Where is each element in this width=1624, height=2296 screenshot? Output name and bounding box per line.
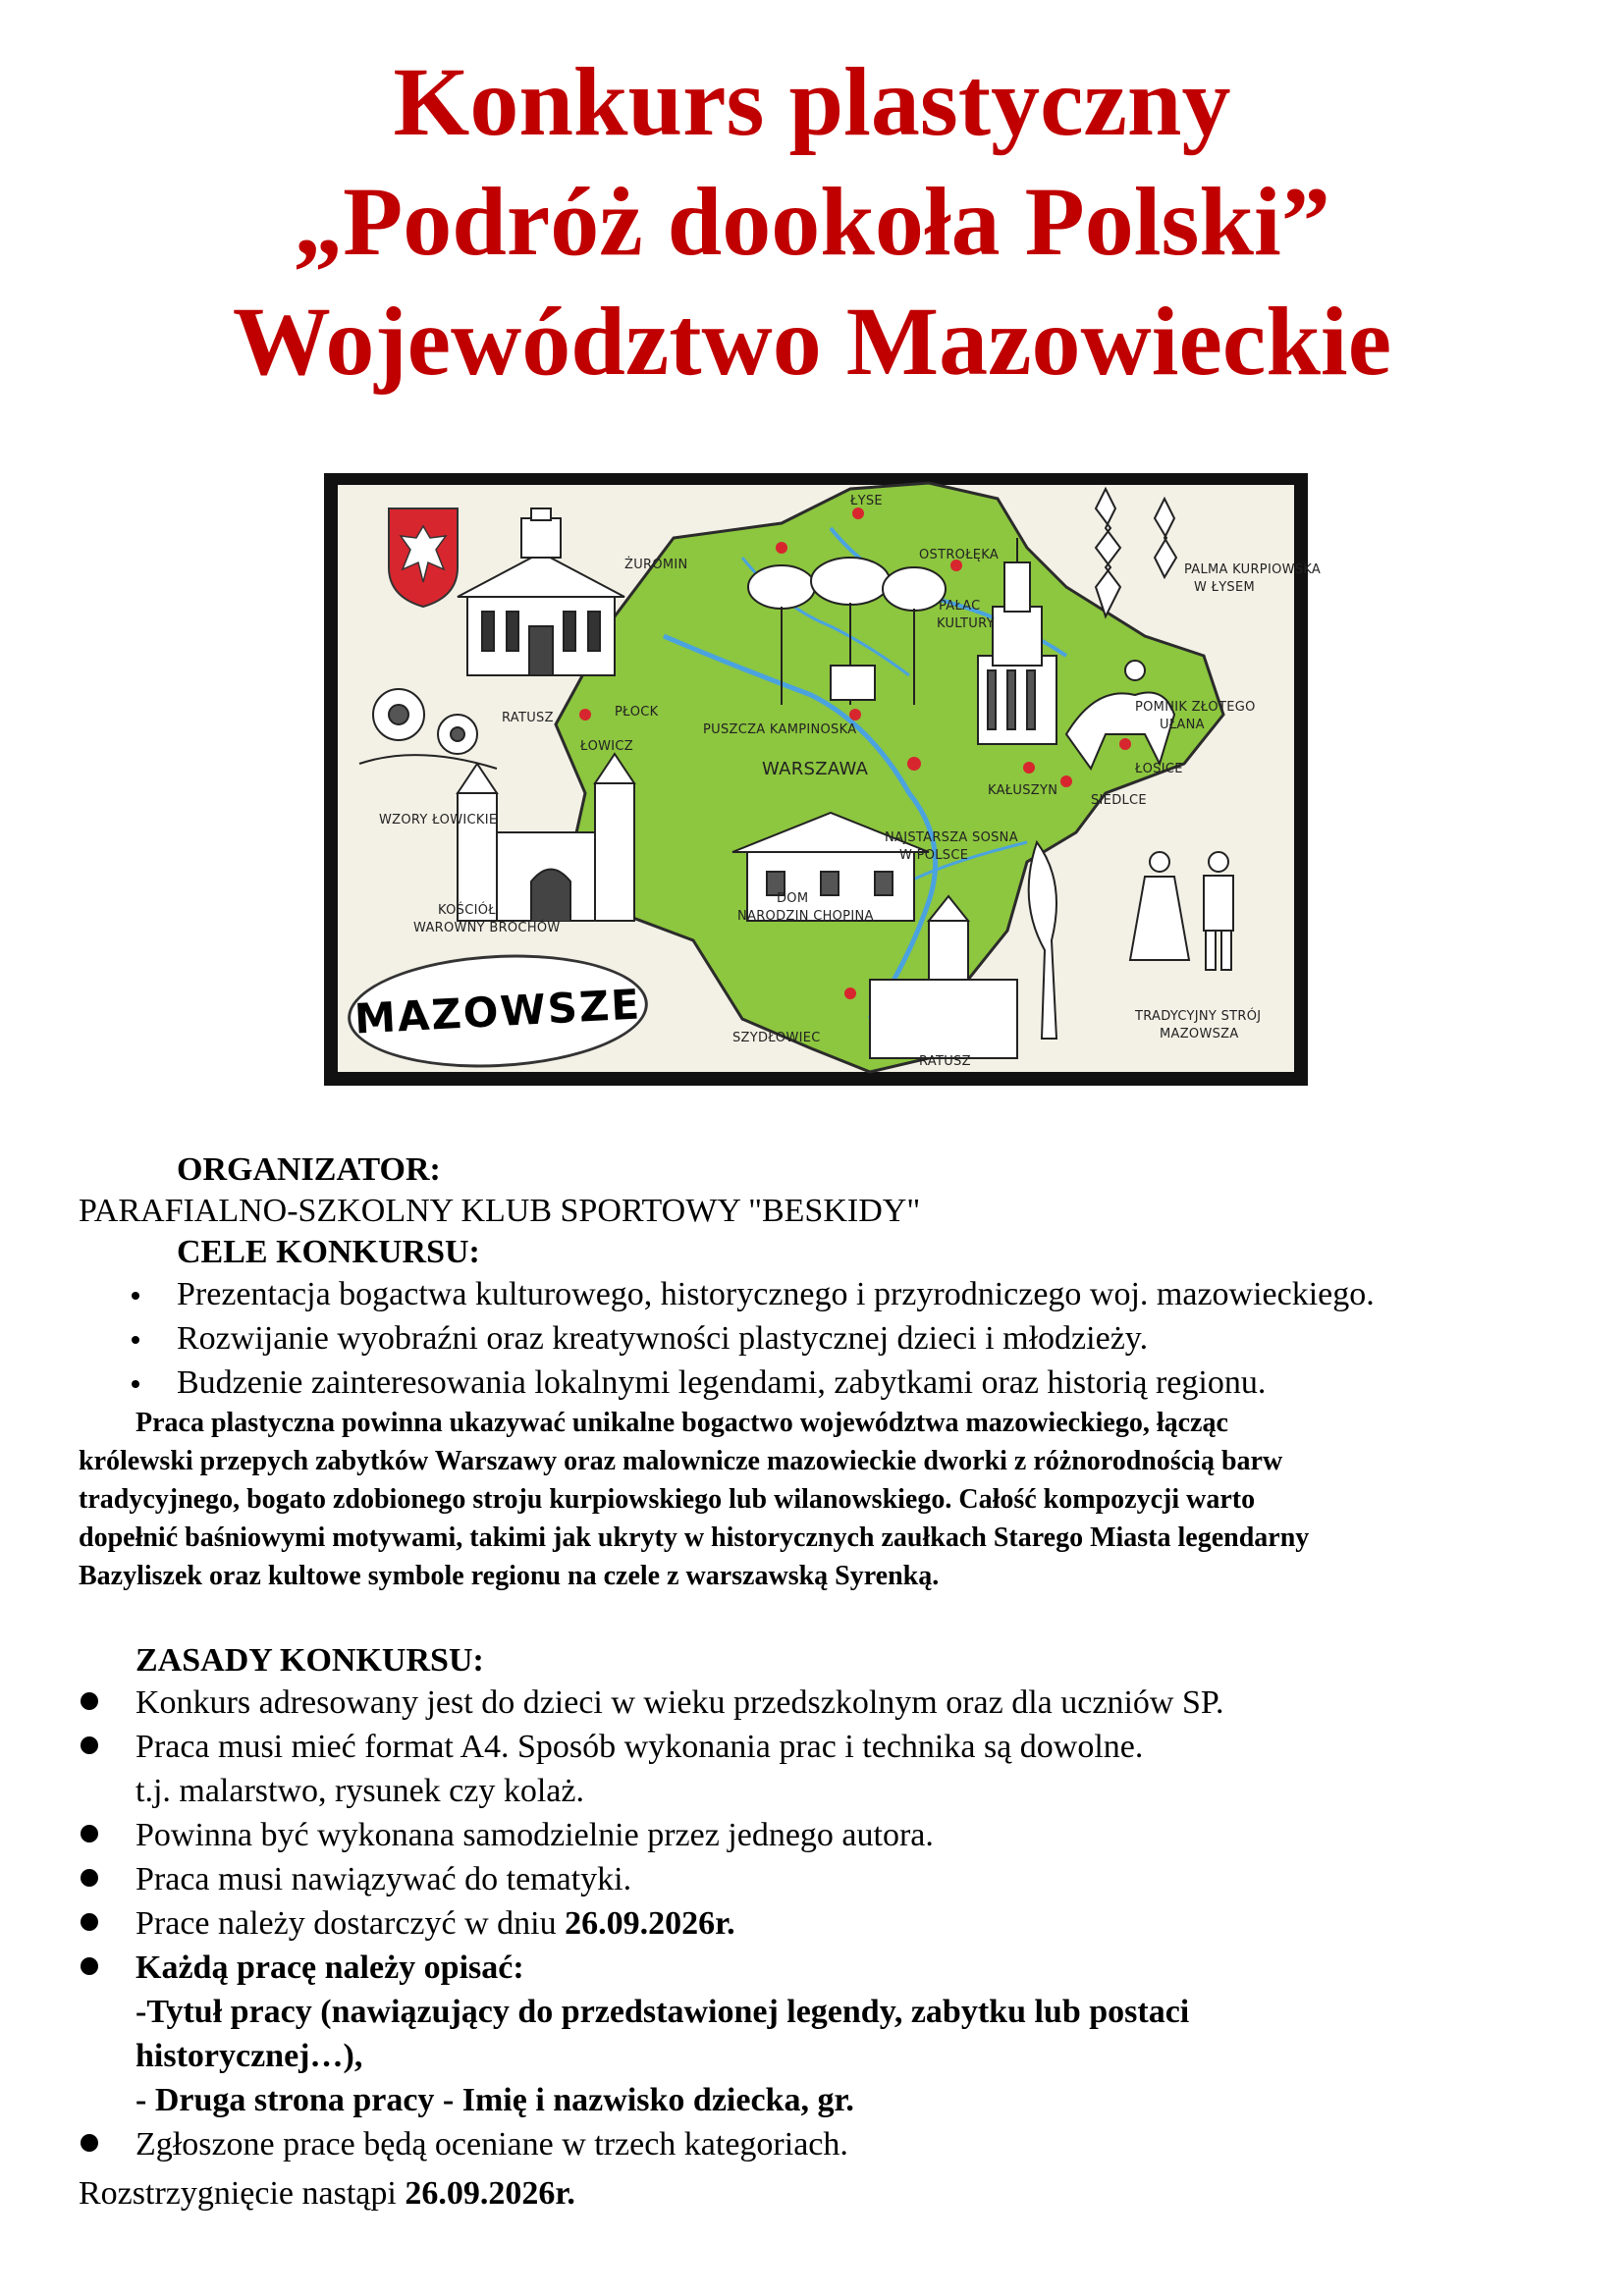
label-plock: PŁOCK bbox=[615, 705, 659, 720]
label-dom: DOM bbox=[777, 891, 809, 906]
resolution-line bbox=[79, 2171, 575, 2216]
rules-list bbox=[135, 1681, 1224, 2166]
goal-item: Rozwijanie wyobraźni oraz kreatywności plastycznej dzieci i młodzieży. bbox=[177, 1316, 1375, 1361]
mazowsze-map-illustration bbox=[320, 469, 1322, 1090]
label-kaluszyn: KAŁUSZYN bbox=[988, 783, 1058, 798]
label-lowicz: ŁOWICZ bbox=[580, 739, 634, 754]
label-losice: ŁOSICE bbox=[1135, 762, 1183, 776]
description-paragraph bbox=[79, 1404, 1551, 1595]
rule-item-description: Każdą pracę należy opisać: bbox=[135, 1946, 1224, 1990]
label-lyse: ŁYSE bbox=[850, 494, 883, 508]
label-dom-2: NARODZIN CHOPINA bbox=[737, 909, 874, 924]
rule-subitem-title-cont: historycznej…), bbox=[135, 2038, 363, 2074]
rule-item: Konkurs adresowany jest do dzieci w wieku przedszkolnym oraz dla uczniów SP. bbox=[135, 1681, 1224, 1725]
goals-heading: CELE KONKURSU: bbox=[177, 1234, 480, 1270]
rule-item: Praca musi mieć format A4. Sposób wykonania prac i technika są dowolne. bbox=[135, 1725, 1224, 1769]
label-siedlce: SIEDLCE bbox=[1091, 793, 1147, 808]
goal-item: Prezentacja bogactwa kulturowego, historycznego i przyrodniczego woj. mazowieckiego. bbox=[177, 1272, 1375, 1316]
label-sosna: NAJSTARSZA SOSNA bbox=[885, 830, 1018, 845]
title-line-3: Województwo Mazowieckie bbox=[232, 287, 1392, 396]
label-ostroleka: OSTROŁĘKA bbox=[919, 548, 1000, 562]
map-banner-mazowsze: MAZOWSZE bbox=[345, 947, 651, 1075]
goal-item: Budzenie zainteresowania lokalnymi legendami, zabytkami oraz historią regionu. bbox=[177, 1361, 1375, 1405]
rule-item: Powinna być wykonana samodzielnie przez jednego autora. bbox=[135, 1813, 1224, 1857]
rule-item: Zgłoszone prace będą oceniane w trzech kategoriach. bbox=[135, 2122, 1224, 2166]
label-stroj-2: MAZOWSZA bbox=[1160, 1027, 1239, 1041]
description-line: królewski przepych zabytków Warszawy oraz malownicze mazowieckie dworki z różnorodnością barw bbox=[79, 1446, 1283, 1476]
coat-of-arms bbox=[389, 508, 458, 607]
title-line-2: „Podróż dookoła Polski” bbox=[294, 167, 1330, 276]
label-wzory: WZORY ŁOWICKIE bbox=[379, 813, 498, 828]
label-kosciol: KOŚCIÓŁ bbox=[438, 903, 496, 918]
label-ratusz: RATUSZ bbox=[502, 711, 554, 725]
rule-item-deadline bbox=[135, 1901, 1224, 1946]
label-ratusz-2: RATUSZ bbox=[919, 1054, 971, 1069]
organizer-heading: ORGANIZATOR: bbox=[177, 1151, 441, 1188]
rule-subitem-title: -Tytuł pracy (nawiązujący do przedstawionej legendy, zabytku lub postaci bbox=[135, 1994, 1190, 2030]
description-line: tradycyjnego, bogato zdobionego stroju kurpiowskiego lub wilanowskiego. Całość kompozycji warto bbox=[79, 1484, 1256, 1515]
description-line: Bazyliszek oraz kultowe symbole regionu na czele z warszawską Syrenką. bbox=[79, 1561, 940, 1591]
label-palac-2: KULTURY bbox=[937, 616, 995, 631]
rule-subitem-back: - Druga strona pracy - Imię i nazwisko dziecka, gr. bbox=[135, 2082, 854, 2118]
description-line: dopełnić baśniowymi motywami, takimi jak ukryty w historycznych zaułkach Starego Miasta legendarny bbox=[79, 1522, 1310, 1553]
label-pomnik-2: UŁANA bbox=[1160, 718, 1205, 732]
label-stroj: TRADYCYJNY STRÓJ bbox=[1135, 1009, 1262, 1024]
deadline-date: 26.09.2026r. bbox=[565, 1905, 735, 1942]
label-palma-2: W ŁYSEM bbox=[1194, 580, 1256, 595]
label-kosciol-2: WAROWNY BROCHÓW bbox=[413, 921, 561, 935]
label-palma: PALMA KURPIOWSKA bbox=[1184, 562, 1322, 577]
title-line-1: Konkurs plastyczny bbox=[393, 47, 1231, 156]
label-pomnik: POMNIK ZŁOTEGO bbox=[1135, 700, 1256, 715]
deadline-text: Prace należy dostarczyć w dniu bbox=[135, 1905, 566, 1942]
label-sosna-2: W POLSCE bbox=[899, 848, 969, 863]
label-warszawa: WARSZAWA bbox=[762, 759, 869, 779]
label-palac: PAŁAC bbox=[939, 599, 981, 614]
label-zuromin: ŻUROMIN bbox=[624, 558, 688, 572]
goals-list bbox=[177, 1272, 1375, 1405]
rules-heading: ZASADY KONKURSU: bbox=[135, 1642, 484, 1679]
organizer-name: PARAFIALNO-SZKOLNY KLUB SPORTOWY "BESKIDY" bbox=[79, 1193, 921, 1229]
description-line: Praca plastyczna powinna ukazywać unikalne bogactwo województwa mazowieckiego, łącząc bbox=[135, 1408, 1228, 1438]
label-szydlowiec: SZYDŁOWIEC bbox=[732, 1031, 821, 1045]
resolution-text: Rozstrzygnięcie nastąpi bbox=[79, 2175, 406, 2212]
label-puszcza: PUSZCZA KAMPINOSKA bbox=[703, 722, 857, 737]
rule-item: Praca musi nawiązywać do tematyki. bbox=[135, 1857, 1224, 1901]
rule-item-continuation: t.j. malarstwo, rysunek czy kolaż. bbox=[135, 1773, 584, 1809]
resolution-date: 26.09.2026r. bbox=[405, 2175, 575, 2212]
